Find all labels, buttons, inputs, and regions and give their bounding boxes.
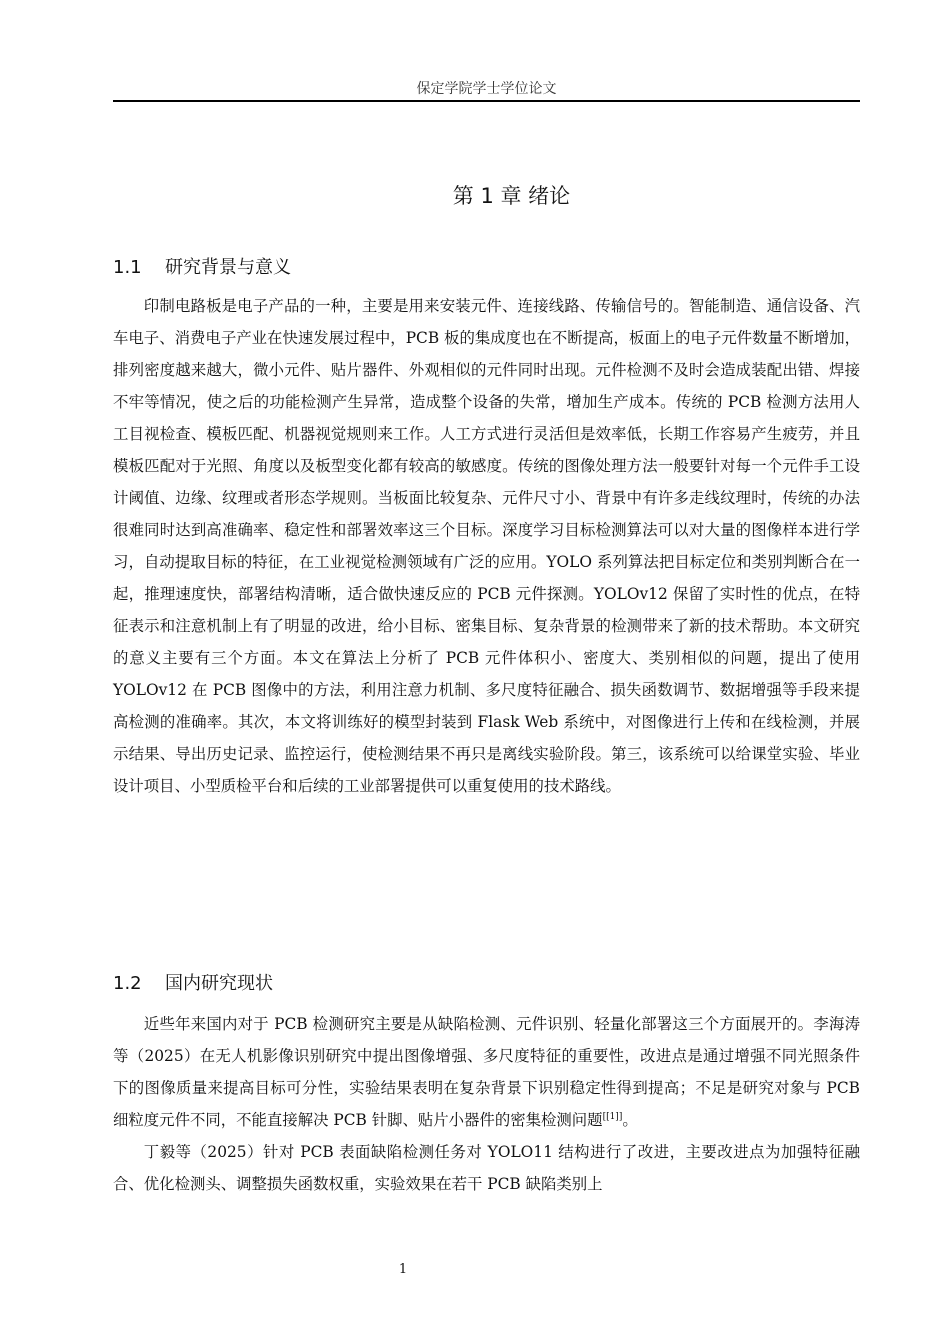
section-title: 研究背景与意义 [165,257,291,278]
chapter-title: 第 1 章 绪论 [452,184,571,208]
section-heading-1-1 [113,253,291,279]
paragraph [113,1008,860,1136]
running-header: 保定学院学士学位论文 [416,81,557,97]
section-title: 国内研究现状 [165,973,273,994]
section-number: 1.1 [113,257,142,278]
section-number: 1.2 [113,973,142,994]
paragraph-text: 近些年来国内对于 PCB 检测研究主要是从缺陷检测、元件识别、轻量化部署这三个方面展开的。李海涛等（2025）在无人机影像识别研究中提出图像增强、多尺度特征的重要性，改进点是通过增强不同光照条件下的图像质量来提高目标可分性，实验结果表明在复杂背景下识别稳定性得到提高；不足是研究对象与 PCB 细粒度元件不同，不能直接解决 PCB 针脚、贴片小器件的密集检测问题 [113,1015,860,1129]
paragraph-end: 。 [622,1111,638,1129]
section-1-1-body [113,290,860,802]
paragraph: 丁毅等（2025）针对 PCB 表面缺陷检测任务对 YOLO11 结构进行了改进，主要改进点为加强特征融合、优化检测头、调整损失函数权重，实验效果在若干 PCB 缺陷类别上 [113,1143,860,1193]
section-heading-1-2 [113,969,273,995]
page-number: 1 [398,1262,408,1277]
paragraph: 印制电路板是电子产品的一种，主要是用来安装元件、连接线路、传输信号的。智能制造、通信设备、汽车电子、消费电子产业在快速发展过程中，PCB 板的集成度也在不断提高，板面上的电子元件数量不断增加，排列密度越来越大，微小元件、贴片器件、外观相似的元件同时出现。元件检测不及时会造成装配出错、焊接不牢等情况，使之后的功能检测产生异常，造成整个设备的失常，增加生产成本。传统的 PCB 检测方法用人工目视检查、模板匹配、机器视觉规则来工作。人工方式进行灵活但是效率低，长期工作容易产生疲劳，并且模板匹配对于光照、角度以及板型变化都有较高的敏感度。传统的图像处理方法一般要针对每一个元件手工设计阈值、边缘、纹理或者形态学规则。当板面比较复杂、元件尺寸小、背景中有许多走线纹理时，传统的办法很难同时达到高准确率、稳定性和部署效率这三个目标。深度学习目标检测算法可以对大量的图像样本进行学习，自动提取目标的特征，在工业视觉检测领域有广泛的应用。YOLO 系列算法把目标定位和类别判断合在一起，推理速度快，部署结构清晰，适合做快速反应的 PCB 元件探测。YOLOv12 保留了实时性的优点，在特征表示和注意机制上有了明显的改进，给小目标、密集目标、复杂背景的检测带来了新的技术帮助。本文研究的意义主要有三个方面。本文在算法上分析了 PCB 元件体积小、密度大、类别相似的问题，提出了使用 YOLOv12 在 PCB 图像中的方法，利用注意力机制、多尺度特征融合、损失函数调节、数据增强等手段来提高检测的准确率。其次，本文将训练好的模型封装到 Flask Web 系统中，对图像进行上传和在线检测，并展示结果、导出历史记录、监控运行，使检测结果不再只是离线实验阶段。第三，该系统可以给课堂实验、毕业设计项目、小型质检平台和后续的工业部署提供可以重复使用的技术路线。 [113,297,860,795]
header-rule [113,100,860,102]
citation[interactable]: [[1]] [602,1112,623,1122]
section-1-2-body [113,1008,860,1200]
